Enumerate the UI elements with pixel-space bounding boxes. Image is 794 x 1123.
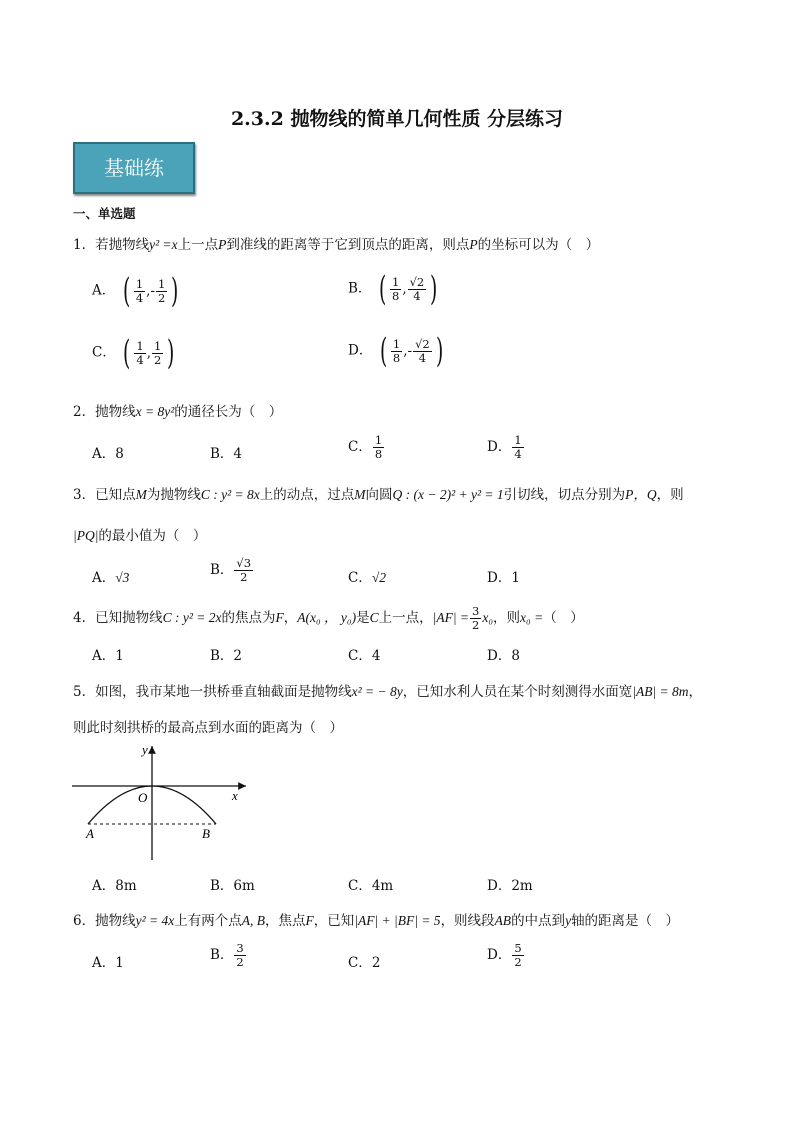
- option-d[interactable]: D．8: [487, 648, 520, 664]
- question-number: 6．: [73, 913, 96, 929]
- question-number: 1．: [73, 237, 96, 253]
- question-3-line-2: |PQ|的最小值为（ ）: [73, 528, 207, 544]
- option-b[interactable]: B．2: [210, 648, 243, 664]
- question-3: 3．已知点M为抛物线C : y² = 8x上的动点，过点M向圆Q : (x − 2)² + y² = 1引切线，切点分别为P，Q，则: [73, 487, 684, 503]
- arch-bridge-figure: [68, 740, 258, 864]
- math-expression: C : y² = 2x: [162, 610, 222, 625]
- math-expression: Q : (x − 2)² + y² = 1: [392, 487, 504, 502]
- option-b[interactable]: B．4: [210, 446, 243, 462]
- question-number: 3．: [73, 487, 96, 503]
- option-d[interactable]: D．1: [487, 570, 520, 586]
- math-expression: C : y² = 8x: [200, 487, 260, 502]
- question-1: 1．若抛物线y² =x上一点P到准线的距离等于它到顶点的距离，则点P的坐标可以为（ ）: [73, 237, 600, 253]
- question-number: 5．: [73, 684, 96, 700]
- question-number: 2．: [73, 404, 96, 420]
- option-d[interactable]: D． ( $\frac{1}{8}$ ,- $\frac{√2}{4}$ ): [348, 331, 444, 371]
- page-title: 2.3.2 抛物线的简单几何性质 分层练习: [230, 108, 564, 130]
- option-c[interactable]: C．2: [348, 955, 381, 971]
- question-5-line-2: 则此时刻拱桥的最高点到水面的距离为（ ）: [73, 720, 343, 736]
- level-badge: 基础练: [73, 142, 195, 194]
- origin-label: O: [138, 790, 148, 805]
- option-b[interactable]: B． $\frac{3}{2}$: [210, 941, 244, 969]
- x-axis-label: x: [232, 788, 238, 803]
- option-a[interactable]: A．1: [92, 648, 124, 664]
- option-c[interactable]: C． $\frac{1}{8}$: [348, 433, 383, 461]
- section-heading: 一、单选题: [73, 206, 136, 221]
- option-b[interactable]: B．6m: [210, 878, 255, 894]
- question-6: 6．抛物线y² = 4x上有两个点A, B，焦点F，已知|AF| + |BF| = 5，则线段AB的中点到y轴的距离是（ ）: [73, 913, 680, 929]
- math-expression: y² =x: [149, 237, 178, 252]
- option-a[interactable]: A．√3: [92, 570, 130, 586]
- option-c[interactable]: C． ( $\frac{1}{4}$ , $\frac{1}{2}$ ): [92, 333, 175, 373]
- option-d[interactable]: D． $\frac{1}{4}$: [487, 433, 522, 461]
- option-c[interactable]: C．√2: [348, 570, 387, 586]
- point-b-label: B: [202, 826, 210, 841]
- math-expression: y² = 4x: [135, 913, 175, 928]
- option-c[interactable]: C．4m: [348, 878, 394, 894]
- option-a[interactable]: A． ( $\frac{1}{4}$ ,- $\frac{1}{2}$ ): [92, 271, 179, 311]
- option-d[interactable]: D． $\frac{5}{2}$: [487, 941, 522, 969]
- option-c[interactable]: C．4: [348, 648, 381, 664]
- option-a[interactable]: A．8m: [92, 878, 137, 894]
- math-expression: x² = − 8y: [351, 684, 403, 699]
- question-2: 2．抛物线x = 8y²的通径长为（ ）: [73, 404, 283, 420]
- math-expression: |AB| = 8m: [632, 684, 689, 699]
- y-axis-label: y: [142, 742, 148, 757]
- math-expression: |AF| + |BF| = 5: [354, 913, 441, 928]
- option-b[interactable]: B． ( $\frac{1}{8}$ , $\frac{√2}{4}$ ): [348, 269, 438, 309]
- question-number: 4．: [73, 610, 96, 626]
- option-b[interactable]: B． $\frac{√3}{2}$: [210, 556, 252, 584]
- question-4: 4．已知抛物线C : y² = 2x的焦点为F，A(x₀ ， y₀)是C上一点，|AF| = $\frac{3}{2}$ x₀，则x₀ =（ ）: [73, 604, 584, 632]
- point-a-label: A: [86, 826, 94, 841]
- option-d[interactable]: D．2m: [487, 878, 533, 894]
- math-expression: x = 8y²: [135, 404, 175, 419]
- option-a[interactable]: A．1: [92, 955, 124, 971]
- option-a[interactable]: A．8: [92, 446, 124, 462]
- question-5: 5．如图，我市某地一拱桥垂直轴截面是抛物线x² = − 8y，已知水利人员在某个时刻测得水面宽|AB| = 8m，: [73, 684, 703, 700]
